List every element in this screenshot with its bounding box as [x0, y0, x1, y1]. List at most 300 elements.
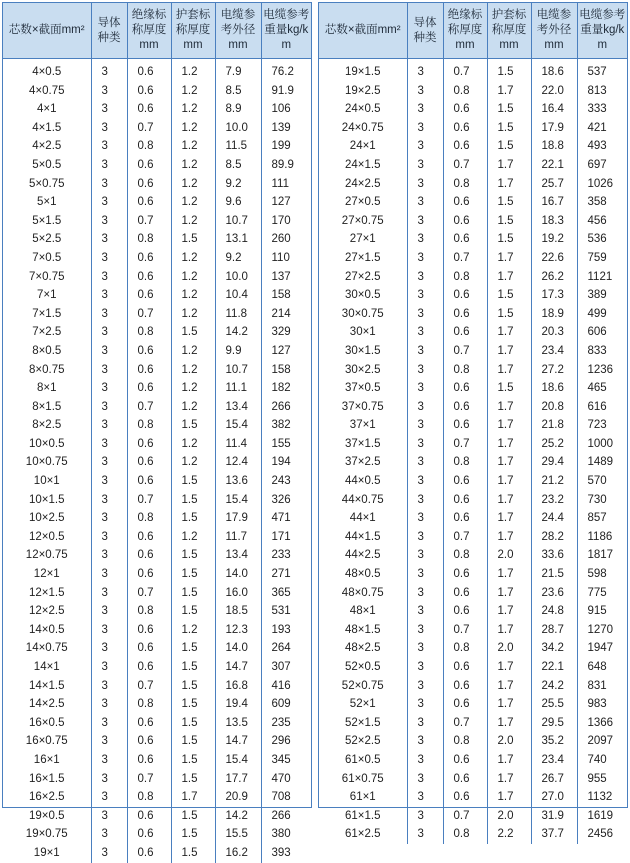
cell-weight: 333	[577, 100, 627, 119]
table-row	[319, 156, 627, 175]
cell-sheath-thickness: 2.0	[487, 639, 531, 658]
table-row	[3, 565, 311, 584]
cell-cores-section: 14×1.5	[29, 679, 65, 692]
table-row	[319, 491, 627, 510]
cell-insulation-thickness: 0.6	[443, 565, 487, 584]
cell-insulation-thickness: 0.6	[127, 807, 171, 826]
cell-insulation-thickness: 0.6	[443, 751, 487, 770]
table-row	[319, 658, 627, 677]
cell-weight: 170	[261, 212, 311, 231]
cell-cores-section: 8×0.5	[32, 344, 62, 357]
cell-insulation-thickness: 0.6	[127, 844, 171, 863]
table-row	[319, 546, 627, 565]
table-row	[3, 193, 311, 212]
table-row	[319, 639, 627, 658]
cell-outer-diameter: 19.4	[215, 695, 261, 714]
cell-cores-section: 48×2.5	[345, 642, 381, 655]
cell-conductor-type: 3	[407, 528, 443, 547]
cell-sheath-thickness: 1.5	[171, 639, 215, 658]
cell-cores-section: 52×1	[349, 698, 376, 711]
cell-outer-diameter: 18.5	[215, 602, 261, 621]
cell-cores-section: 48×0.5	[345, 568, 381, 581]
table-row	[319, 323, 627, 342]
cell-sheath-thickness: 1.2	[171, 100, 215, 119]
table-row	[3, 286, 311, 305]
cell-weight: 296	[261, 732, 311, 751]
cell-outer-diameter: 26.2	[531, 268, 577, 287]
cell-cores-section: 10×1	[33, 475, 60, 488]
cell-sheath-thickness: 1.2	[171, 119, 215, 138]
cell-outer-diameter: 22.6	[531, 249, 577, 268]
cell-weight: 158	[261, 286, 311, 305]
cell-outer-diameter: 13.5	[215, 714, 261, 733]
cell-conductor-type: 3	[407, 509, 443, 528]
cell-outer-diameter: 37.7	[531, 825, 577, 844]
cell-outer-diameter: 16.7	[531, 193, 577, 212]
cell-insulation-thickness: 0.7	[127, 212, 171, 231]
cell-conductor-type: 3	[91, 695, 127, 714]
cell-outer-diameter: 18.8	[531, 137, 577, 156]
cell-cores-section: 12×2.5	[29, 605, 65, 618]
cell-outer-diameter: 23.2	[531, 491, 577, 510]
cell-cores-section: 44×2.5	[345, 549, 381, 562]
cell-sheath-thickness: 1.7	[487, 435, 531, 454]
table-row	[319, 193, 627, 212]
table-row	[319, 584, 627, 603]
cell-weight: 1236	[577, 361, 627, 380]
cell-conductor-type: 3	[407, 751, 443, 770]
cell-sheath-thickness: 1.7	[487, 342, 531, 361]
spec-table	[319, 3, 627, 844]
cell-outer-diameter: 15.4	[215, 491, 261, 510]
table-row	[3, 528, 311, 547]
cell-cores-section: 24×0.75	[341, 121, 384, 134]
cell-outer-diameter: 12.3	[215, 621, 261, 640]
cell-outer-diameter: 22.1	[531, 156, 577, 175]
cell-sheath-thickness: 1.2	[171, 621, 215, 640]
cell-insulation-thickness: 0.7	[127, 491, 171, 510]
cell-weight: 723	[577, 416, 627, 435]
cell-outer-diameter: 16.4	[531, 100, 577, 119]
cell-cores-section: 19×2.5	[345, 84, 381, 97]
cell-weight: 1121	[577, 268, 627, 287]
cell-insulation-thickness: 0.7	[127, 770, 171, 789]
cell-cores-section: 12×0.75	[25, 549, 68, 562]
cell-sheath-thickness: 2.0	[487, 546, 531, 565]
cell-conductor-type: 3	[407, 677, 443, 696]
cell-weight: 955	[577, 770, 627, 789]
cell-outer-diameter: 12.4	[215, 453, 261, 472]
cell-conductor-type: 3	[91, 286, 127, 305]
cell-outer-diameter: 10.7	[215, 212, 261, 231]
cell-cores-section: 7×0.5	[32, 251, 62, 264]
cell-sheath-thickness: 1.2	[171, 175, 215, 194]
cell-cores-section: 4×0.5	[32, 66, 62, 78]
cell-insulation-thickness: 0.8	[443, 175, 487, 194]
table-body	[319, 59, 627, 844]
cell-sheath-thickness: 1.7	[171, 788, 215, 807]
cell-sheath-thickness: 1.2	[171, 249, 215, 268]
cell-cores-section: 52×0.75	[341, 679, 384, 692]
cell-sheath-thickness: 1.5	[171, 844, 215, 863]
cell-outer-diameter: 10.0	[215, 268, 261, 287]
cell-conductor-type: 3	[91, 156, 127, 175]
cell-weight: 307	[261, 658, 311, 677]
cell-outer-diameter: 17.9	[215, 509, 261, 528]
cell-sheath-thickness: 1.2	[171, 286, 215, 305]
cell-insulation-thickness: 0.7	[443, 249, 487, 268]
cell-cores-section: 24×2.5	[345, 177, 381, 190]
cell-outer-diameter: 24.8	[531, 602, 577, 621]
table-body	[3, 59, 311, 863]
cell-conductor-type: 3	[91, 59, 127, 82]
cell-outer-diameter: 14.7	[215, 658, 261, 677]
cell-weight: 1132	[577, 788, 627, 807]
cell-weight: 2097	[577, 732, 627, 751]
cell-sheath-thickness: 1.5	[171, 546, 215, 565]
cell-weight: 1817	[577, 546, 627, 565]
cell-insulation-thickness: 0.7	[443, 528, 487, 547]
cell-conductor-type: 3	[407, 193, 443, 212]
cell-insulation-thickness: 0.6	[127, 59, 171, 82]
cell-weight: 730	[577, 491, 627, 510]
cell-insulation-thickness: 0.6	[443, 212, 487, 231]
cell-weight: 199	[261, 137, 311, 156]
cell-outer-diameter: 11.1	[215, 379, 261, 398]
table-row	[319, 677, 627, 696]
cell-outer-diameter: 25.2	[531, 435, 577, 454]
table-row	[3, 398, 311, 417]
cell-sheath-thickness: 1.5	[171, 770, 215, 789]
cell-insulation-thickness: 0.7	[443, 342, 487, 361]
header-outer-diameter: 电缆参考外径mm	[531, 3, 577, 59]
cell-insulation-thickness: 0.6	[127, 193, 171, 212]
cell-outer-diameter: 35.2	[531, 732, 577, 751]
table-row	[319, 528, 627, 547]
cell-cores-section: 5×0.75	[29, 177, 65, 190]
cell-outer-diameter: 20.9	[215, 788, 261, 807]
cell-conductor-type: 3	[407, 658, 443, 677]
cell-conductor-type: 3	[407, 305, 443, 324]
cell-sheath-thickness: 1.2	[171, 305, 215, 324]
cell-conductor-type: 3	[407, 416, 443, 435]
cell-insulation-thickness: 0.6	[443, 770, 487, 789]
cell-cores-section: 61×1.5	[345, 809, 381, 822]
cell-outer-diameter: 16.0	[215, 584, 261, 603]
cell-outer-diameter: 18.3	[531, 212, 577, 231]
cell-weight: 915	[577, 602, 627, 621]
cell-conductor-type: 3	[407, 175, 443, 194]
cell-outer-diameter: 10.4	[215, 286, 261, 305]
cell-insulation-thickness: 0.6	[127, 82, 171, 101]
cell-insulation-thickness: 0.8	[443, 546, 487, 565]
cell-weight: 598	[577, 565, 627, 584]
cell-conductor-type: 3	[91, 323, 127, 342]
cell-insulation-thickness: 0.6	[443, 509, 487, 528]
cell-insulation-thickness: 0.6	[127, 175, 171, 194]
cell-cores-section: 61×0.75	[341, 772, 384, 785]
cell-outer-diameter: 10.0	[215, 119, 261, 138]
table-row	[3, 59, 311, 82]
cell-cores-section: 12×0.5	[29, 530, 65, 543]
table-row	[3, 621, 311, 640]
cell-sheath-thickness: 1.7	[487, 453, 531, 472]
cell-sheath-thickness: 1.5	[487, 137, 531, 156]
cell-conductor-type: 3	[91, 788, 127, 807]
cell-insulation-thickness: 0.6	[127, 658, 171, 677]
cell-sheath-thickness: 1.7	[487, 509, 531, 528]
cell-outer-diameter: 16.8	[215, 677, 261, 696]
cell-outer-diameter: 14.2	[215, 807, 261, 826]
cell-conductor-type: 3	[91, 584, 127, 603]
cell-sheath-thickness: 1.5	[171, 509, 215, 528]
cell-cores-section: 44×0.75	[341, 493, 384, 506]
cell-conductor-type: 3	[91, 807, 127, 826]
cell-sheath-thickness: 1.5	[171, 323, 215, 342]
cell-insulation-thickness: 0.7	[127, 398, 171, 417]
cell-conductor-type: 3	[91, 825, 127, 844]
cell-conductor-type: 3	[91, 621, 127, 640]
cell-insulation-thickness: 0.8	[127, 230, 171, 249]
table-row	[3, 416, 311, 435]
cell-insulation-thickness: 0.8	[127, 323, 171, 342]
cell-weight: 235	[261, 714, 311, 733]
cell-outer-diameter: 11.4	[215, 435, 261, 454]
cell-insulation-thickness: 0.6	[127, 342, 171, 361]
cell-weight: 708	[261, 788, 311, 807]
cell-weight: 89.9	[261, 156, 311, 175]
cell-outer-diameter: 24.4	[531, 509, 577, 528]
cell-sheath-thickness: 1.5	[487, 212, 531, 231]
cell-conductor-type: 3	[91, 212, 127, 231]
cell-weight: 233	[261, 546, 311, 565]
cell-weight: 326	[261, 491, 311, 510]
cell-outer-diameter: 17.9	[531, 119, 577, 138]
cell-weight: 499	[577, 305, 627, 324]
cell-cores-section: 44×1.5	[345, 530, 381, 543]
cell-insulation-thickness: 0.6	[127, 268, 171, 287]
cell-conductor-type: 3	[91, 193, 127, 212]
table-row	[3, 435, 311, 454]
cell-conductor-type: 3	[407, 825, 443, 844]
cell-outer-diameter: 13.4	[215, 398, 261, 417]
cell-sheath-thickness: 1.7	[487, 602, 531, 621]
cell-weight: 609	[261, 695, 311, 714]
cell-weight: 1186	[577, 528, 627, 547]
cell-weight: 271	[261, 565, 311, 584]
cell-insulation-thickness: 0.6	[127, 751, 171, 770]
table-row	[3, 509, 311, 528]
cell-conductor-type: 3	[407, 453, 443, 472]
cell-outer-diameter: 8.5	[215, 156, 261, 175]
cell-insulation-thickness: 0.6	[443, 230, 487, 249]
cell-outer-diameter: 13.6	[215, 472, 261, 491]
cell-cores-section: 4×1	[36, 103, 57, 116]
header-weight: 电缆参考重量kg/km	[261, 3, 311, 59]
table-row	[3, 342, 311, 361]
cell-conductor-type: 3	[407, 379, 443, 398]
cell-conductor-type: 3	[91, 565, 127, 584]
cell-sheath-thickness: 1.7	[487, 472, 531, 491]
cell-cores-section: 8×1	[36, 382, 57, 395]
cell-conductor-type: 3	[407, 323, 443, 342]
cell-insulation-thickness: 0.6	[443, 137, 487, 156]
cell-weight: 537	[577, 59, 627, 82]
cell-conductor-type: 3	[91, 751, 127, 770]
cell-insulation-thickness: 0.6	[127, 732, 171, 751]
cell-conductor-type: 3	[407, 59, 443, 82]
cell-outer-diameter: 14.0	[215, 639, 261, 658]
cell-insulation-thickness: 0.6	[127, 435, 171, 454]
cell-sheath-thickness: 1.5	[171, 677, 215, 696]
cell-cores-section: 19×1	[33, 846, 60, 859]
cell-sheath-thickness: 1.7	[487, 677, 531, 696]
cell-sheath-thickness: 1.2	[171, 398, 215, 417]
cell-sheath-thickness: 1.7	[487, 584, 531, 603]
cell-sheath-thickness: 1.5	[171, 807, 215, 826]
cell-cores-section: 24×1.5	[345, 158, 381, 171]
cell-sheath-thickness: 1.2	[171, 59, 215, 82]
cell-conductor-type: 3	[407, 807, 443, 826]
cell-conductor-type: 3	[407, 788, 443, 807]
cell-outer-diameter: 8.5	[215, 82, 261, 101]
table-row	[3, 770, 311, 789]
cell-insulation-thickness: 0.7	[443, 714, 487, 733]
header-insulation-thickness: 绝缘标称厚度mm	[443, 3, 487, 59]
cell-sheath-thickness: 1.7	[487, 398, 531, 417]
cell-insulation-thickness: 0.6	[127, 361, 171, 380]
cell-cores-section: 16×2.5	[29, 791, 65, 804]
cell-cores-section: 19×0.75	[25, 828, 68, 841]
cell-cores-section: 12×1	[33, 568, 60, 581]
table-row	[3, 82, 311, 101]
cell-cores-section: 27×1.5	[345, 251, 381, 264]
table-row	[319, 695, 627, 714]
cell-cores-section: 27×0.5	[345, 196, 381, 209]
header-weight: 电缆参考重量kg/km	[577, 3, 627, 59]
cell-outer-diameter: 25.5	[531, 695, 577, 714]
cell-insulation-thickness: 0.8	[127, 788, 171, 807]
cell-insulation-thickness: 0.6	[127, 156, 171, 175]
cell-sheath-thickness: 1.7	[487, 175, 531, 194]
cell-insulation-thickness: 0.6	[443, 193, 487, 212]
cell-conductor-type: 3	[91, 770, 127, 789]
cell-cores-section: 7×1	[36, 289, 57, 302]
cell-sheath-thickness: 2.2	[487, 825, 531, 844]
cell-outer-diameter: 9.2	[215, 249, 261, 268]
cell-weight: 137	[261, 268, 311, 287]
cell-outer-diameter: 21.8	[531, 416, 577, 435]
cell-outer-diameter: 9.9	[215, 342, 261, 361]
cell-sheath-thickness: 1.5	[171, 714, 215, 733]
cell-conductor-type: 3	[91, 137, 127, 156]
cell-cores-section: 5×1	[36, 196, 57, 209]
table-row	[319, 714, 627, 733]
cell-cores-section: 14×1	[33, 661, 60, 673]
cell-cores-section: 44×1	[349, 512, 376, 525]
cell-cores-section: 8×0.75	[29, 363, 65, 376]
table-row	[319, 398, 627, 417]
cell-conductor-type: 3	[407, 100, 443, 119]
cell-outer-diameter: 31.9	[531, 807, 577, 826]
cell-outer-diameter: 34.2	[531, 639, 577, 658]
table-row	[3, 658, 311, 677]
cell-sheath-thickness: 1.5	[487, 379, 531, 398]
table-row	[319, 788, 627, 807]
cell-insulation-thickness: 0.6	[127, 546, 171, 565]
cell-cores-section: 30×0.5	[345, 289, 381, 302]
cell-weight: 110	[261, 249, 311, 268]
cell-cores-section: 27×1	[349, 233, 376, 246]
table-row	[319, 137, 627, 156]
cell-outer-diameter: 14.0	[215, 565, 261, 584]
cell-weight: 1619	[577, 807, 627, 826]
cell-conductor-type: 3	[407, 249, 443, 268]
cell-conductor-type: 3	[407, 602, 443, 621]
cell-insulation-thickness: 0.8	[443, 268, 487, 287]
table-row	[319, 565, 627, 584]
cell-weight: 697	[577, 156, 627, 175]
cell-weight: 139	[261, 119, 311, 138]
cell-sheath-thickness: 2.0	[487, 807, 531, 826]
cell-weight: 389	[577, 286, 627, 305]
cell-insulation-thickness: 0.6	[443, 584, 487, 603]
cell-sheath-thickness: 1.5	[171, 751, 215, 770]
cell-cores-section: 27×0.75	[341, 214, 384, 227]
cell-outer-diameter: 9.6	[215, 193, 261, 212]
cell-insulation-thickness: 0.6	[443, 323, 487, 342]
cell-conductor-type: 3	[407, 212, 443, 231]
cell-cores-section: 48×1	[349, 605, 376, 618]
cell-weight: 1366	[577, 714, 627, 733]
cell-weight: 421	[577, 119, 627, 138]
cell-weight: 1489	[577, 453, 627, 472]
cell-insulation-thickness: 0.6	[443, 491, 487, 510]
cell-weight: 759	[577, 249, 627, 268]
cell-insulation-thickness: 0.7	[443, 621, 487, 640]
cell-cores-section: 5×1.5	[32, 214, 62, 227]
cell-insulation-thickness: 0.6	[443, 119, 487, 138]
cell-outer-diameter: 14.2	[215, 323, 261, 342]
cell-insulation-thickness: 0.6	[443, 677, 487, 696]
cell-outer-diameter: 18.9	[531, 305, 577, 324]
cell-cores-section: 30×1.5	[345, 344, 381, 357]
table-row	[3, 695, 311, 714]
cell-insulation-thickness: 0.7	[443, 59, 487, 82]
cell-sheath-thickness: 1.7	[487, 416, 531, 435]
cell-conductor-type: 3	[407, 472, 443, 491]
table-row	[319, 379, 627, 398]
cell-insulation-thickness: 0.8	[443, 639, 487, 658]
table-row	[3, 268, 311, 287]
cell-conductor-type: 3	[91, 435, 127, 454]
cell-outer-diameter: 10.7	[215, 361, 261, 380]
cell-weight: 616	[577, 398, 627, 417]
cell-outer-diameter: 9.2	[215, 175, 261, 194]
cell-conductor-type: 3	[91, 249, 127, 268]
cell-conductor-type: 3	[91, 472, 127, 491]
cell-weight: 155	[261, 435, 311, 454]
table-row	[319, 342, 627, 361]
cell-cores-section: 37×1	[349, 419, 376, 432]
table-row	[319, 770, 627, 789]
cell-cores-section: 30×1	[349, 326, 376, 339]
cell-weight: 260	[261, 230, 311, 249]
cell-sheath-thickness: 1.2	[171, 453, 215, 472]
cell-insulation-thickness: 0.6	[443, 416, 487, 435]
cell-outer-diameter: 7.9	[215, 59, 261, 82]
cell-cores-section: 30×0.75	[341, 307, 384, 320]
